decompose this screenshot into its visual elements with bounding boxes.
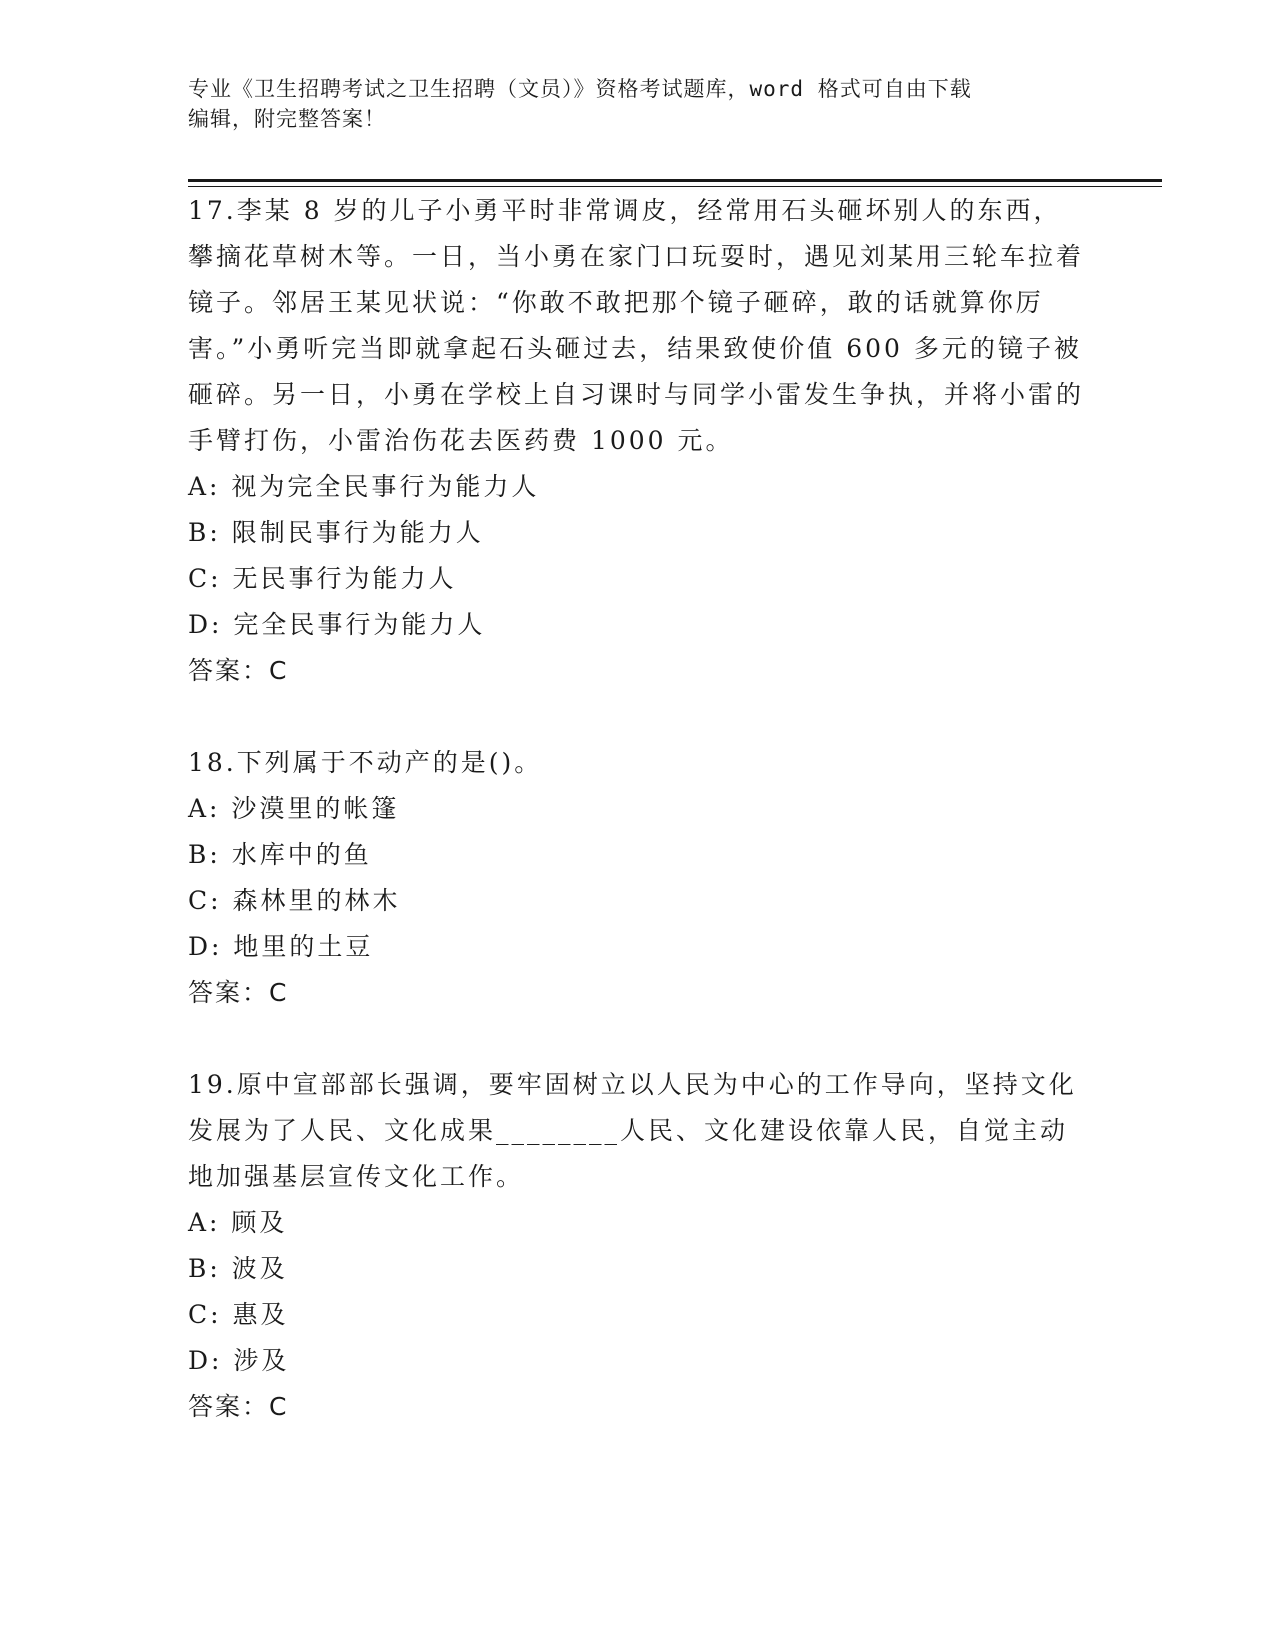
option-a: A: 顾及 <box>188 1208 288 1237</box>
option-c: C: 无民事行为能力人 <box>188 564 457 593</box>
header-divider-thick <box>188 179 1162 182</box>
answer-line: 答案：C <box>188 1392 289 1421</box>
option-d: D: 地里的土豆 <box>188 932 374 961</box>
option-b: B: 限制民事行为能力人 <box>188 518 484 547</box>
option-d: D: 完全民事行为能力人 <box>188 610 486 639</box>
option-c: C: 惠及 <box>188 1300 289 1329</box>
question-19 <box>188 1062 1088 1430</box>
option-b: B: 水库中的鱼 <box>188 840 372 869</box>
header-line-2: 编辑，附完整答案！ <box>188 107 386 131</box>
answer-line: 答案：C <box>188 656 289 685</box>
option-a: A: 沙漠里的帐篷 <box>188 794 400 823</box>
option-a: A: 视为完全民事行为能力人 <box>188 472 540 501</box>
question-stem: 18.下列属于不动产的是()。 <box>188 748 543 777</box>
question-17 <box>188 188 1088 694</box>
question-18 <box>188 740 1088 1016</box>
option-c: C: 森林里的林木 <box>188 886 401 915</box>
question-stem: 17.李某 8 岁的儿子小勇平时非常调皮，经常用石头砸坏别人的东西，攀摘花草树木等。一日，当小勇在家门口玩耍时，遇见刘某用三轮车拉着镜子。邻居王某见状说：“你敢不敢把那个镜子砸碎，敢的话就算你厉害。”小勇听完当即就拿起石头砸过去，结果致使价值 600 多元的镜子被砸碎。另一日，小勇在学校上自习课时与同学小雷发生争执，并将小雷的手臂打伤，小雷治伤花去医药费 1000 元。 <box>188 196 1085 455</box>
header-divider-thin <box>188 186 1162 187</box>
question-stem: 19.原中宣部部长强调，要牢固树立以人民为中心的工作导向，坚持文化发展为了人民、文化成果________人民、文化建设依靠人民，自觉主动地加强基层宣传文化工作。 <box>188 1070 1077 1191</box>
option-b: B: 波及 <box>188 1254 288 1283</box>
answer-line: 答案：C <box>188 978 289 1007</box>
document-header <box>188 74 1088 134</box>
question-list <box>188 188 1088 1476</box>
header-line-1: 专业《卫生招聘考试之卫生招聘（文员）》资格考试题库，word 格式可自由下载 <box>188 77 972 101</box>
option-d: D: 涉及 <box>188 1346 290 1375</box>
